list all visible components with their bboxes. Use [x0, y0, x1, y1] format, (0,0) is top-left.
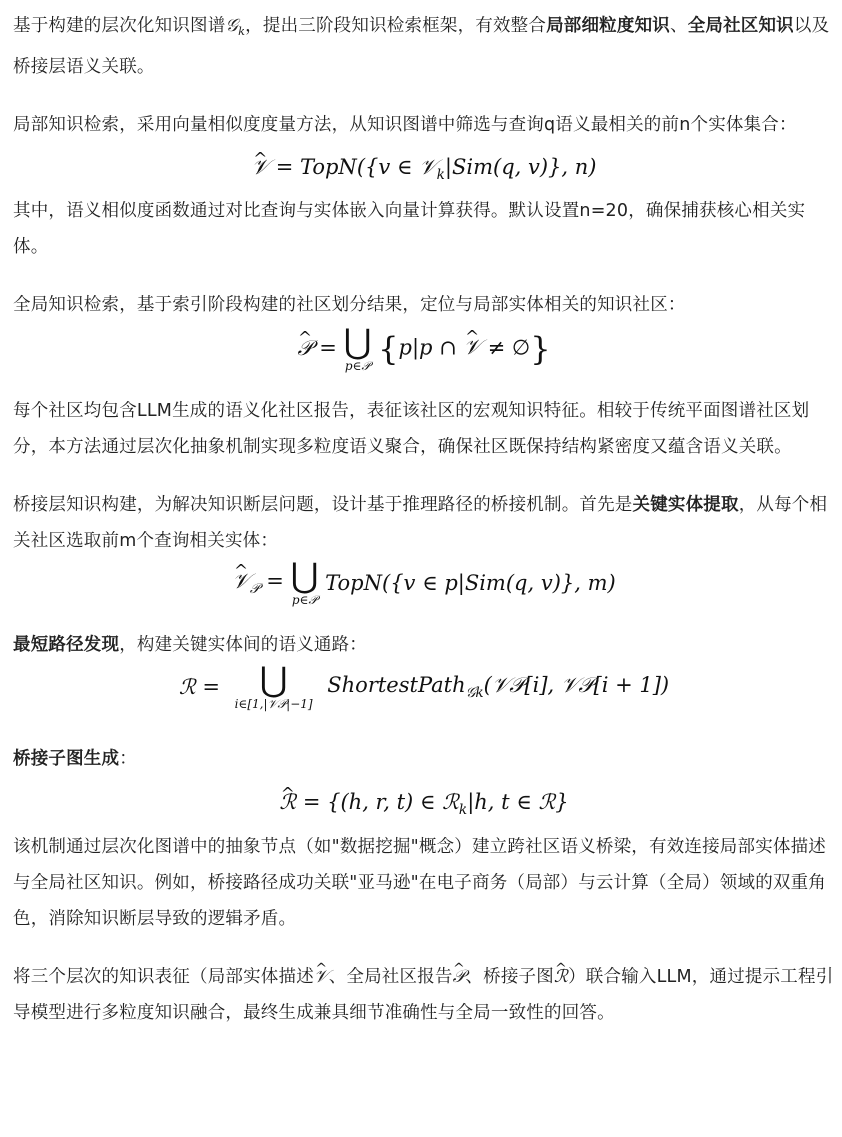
bridge-layer-paragraph: 桥接层知识构建，为解决知识断层问题，设计基于推理路径的桥接机制。首先是关键实体提取，从每个相关社区选取前m个查询相关实体： [13, 494, 828, 551]
intro-text-d: 以及桥接层语义关联。 [13, 16, 830, 77]
document-body [13, 8, 835, 1031]
fusion-paragraph: 将三个层次的知识表征（局部实体描述^ 𝒱、全局社区报告^ 𝒫、桥接子图^ ℛ）联合输入LLM，通过提示工程引导模型进行多粒度知识融合，最终生成兼具细节准确性与全局一致性的回答。 [13, 959, 835, 1031]
union-operator: ⋃ p∈𝒫 [290, 555, 319, 607]
local-retrieval-paragraph: 局部知识检索，采用向量相似度度量方法，从知识图谱中筛选与查询q语义最相关的前n个实体集合： [13, 114, 797, 135]
bold-global-knowledge: 全局社区知识 [687, 16, 794, 36]
union-operator: ⋃ p∈𝒫 [343, 321, 372, 373]
graph-symbol: 𝒢$_k$ [225, 16, 246, 38]
shortest-path-paragraph: 最短路径发现，构建关键实体间的语义通路： [13, 634, 368, 655]
equation-bridge-subgraph: ^ ℛ = {(h, r, t) ∈ ℛ$_k$|h, t ∈ ℛ} [13, 777, 835, 827]
bold-key-entity: 关键实体提取 [632, 494, 739, 515]
global-retrieval-paragraph: 全局知识检索，基于索引阶段构建的社区划分结果，定位与局部实体相关的知识社区： [13, 294, 686, 315]
bold-shortest-path: 最短路径发现 [13, 634, 120, 655]
bold-bridge-subgraph: 桥接子图生成 [13, 748, 120, 769]
equation-key-entity: ^ 𝒱$_𝒫$ = ⋃ p∈𝒫 TopN({v ∈ p|Sim(q, v)}, m) [13, 559, 835, 627]
intro-text-b: ，提出三阶段知识检索框架，有效整合 [245, 16, 547, 36]
equation-shortest-path: ℛ = ⋃ i∈[1,|𝒱𝒫|−1] ShortestPath$_{𝒢k}$(𝒱𝒫[i], 𝒱𝒫[i + 1]) [178, 659, 670, 711]
bridge-subgraph-paragraph: 桥接子图生成： [13, 748, 137, 769]
intro-paragraph: 基于构建的层次化知识图谱𝒢$_k$，提出三阶段知识检索框架，有效整合局部细粒度知识、全局社区知识以及桥接层语义关联。 [13, 16, 830, 77]
bridge-explanation-paragraph: 该机制通过层次化图谱中的抽象节点（如"数据挖掘"概念）建立跨社区语义桥梁，有效连接局部实体描述与全局社区知识。例如，桥接路径成功关联"亚马逊"在电子商务（局部）与云计算（全局）领域的双重角色，消除知识断层导致的逻辑矛盾。 [13, 836, 826, 929]
bold-local-knowledge: 局部细粒度知识 [546, 16, 670, 36]
union-operator: ⋃ i∈[1,|𝒱𝒫|−1] [234, 659, 313, 711]
community-report-paragraph: 每个社区均包含LLM生成的语义化社区报告，表征该社区的宏观知识特征。相较于传统平面图谱社区划分，本方法通过层次化抽象机制实现多粒度语义聚合，确保社区既保持结构紧密度又蕴含语义关联。 [13, 400, 810, 457]
equation-local-retrieval: ^ 𝒱 = TopN({v ∈ 𝒱$_k$|Sim(q, v)}, n) [13, 143, 835, 191]
intro-text-a: 基于构建的层次化知识图谱 [13, 16, 226, 36]
equation-global-retrieval: ^ 𝒫 = ⋃ p∈𝒫 {p|p ∩ ^ 𝒱 ≠ ∅} [13, 323, 835, 391]
similarity-note-paragraph: 其中，语义相似度函数通过对比查询与实体嵌入向量计算获得。默认设置n=20，确保捕获核心相关实体。 [13, 200, 806, 257]
